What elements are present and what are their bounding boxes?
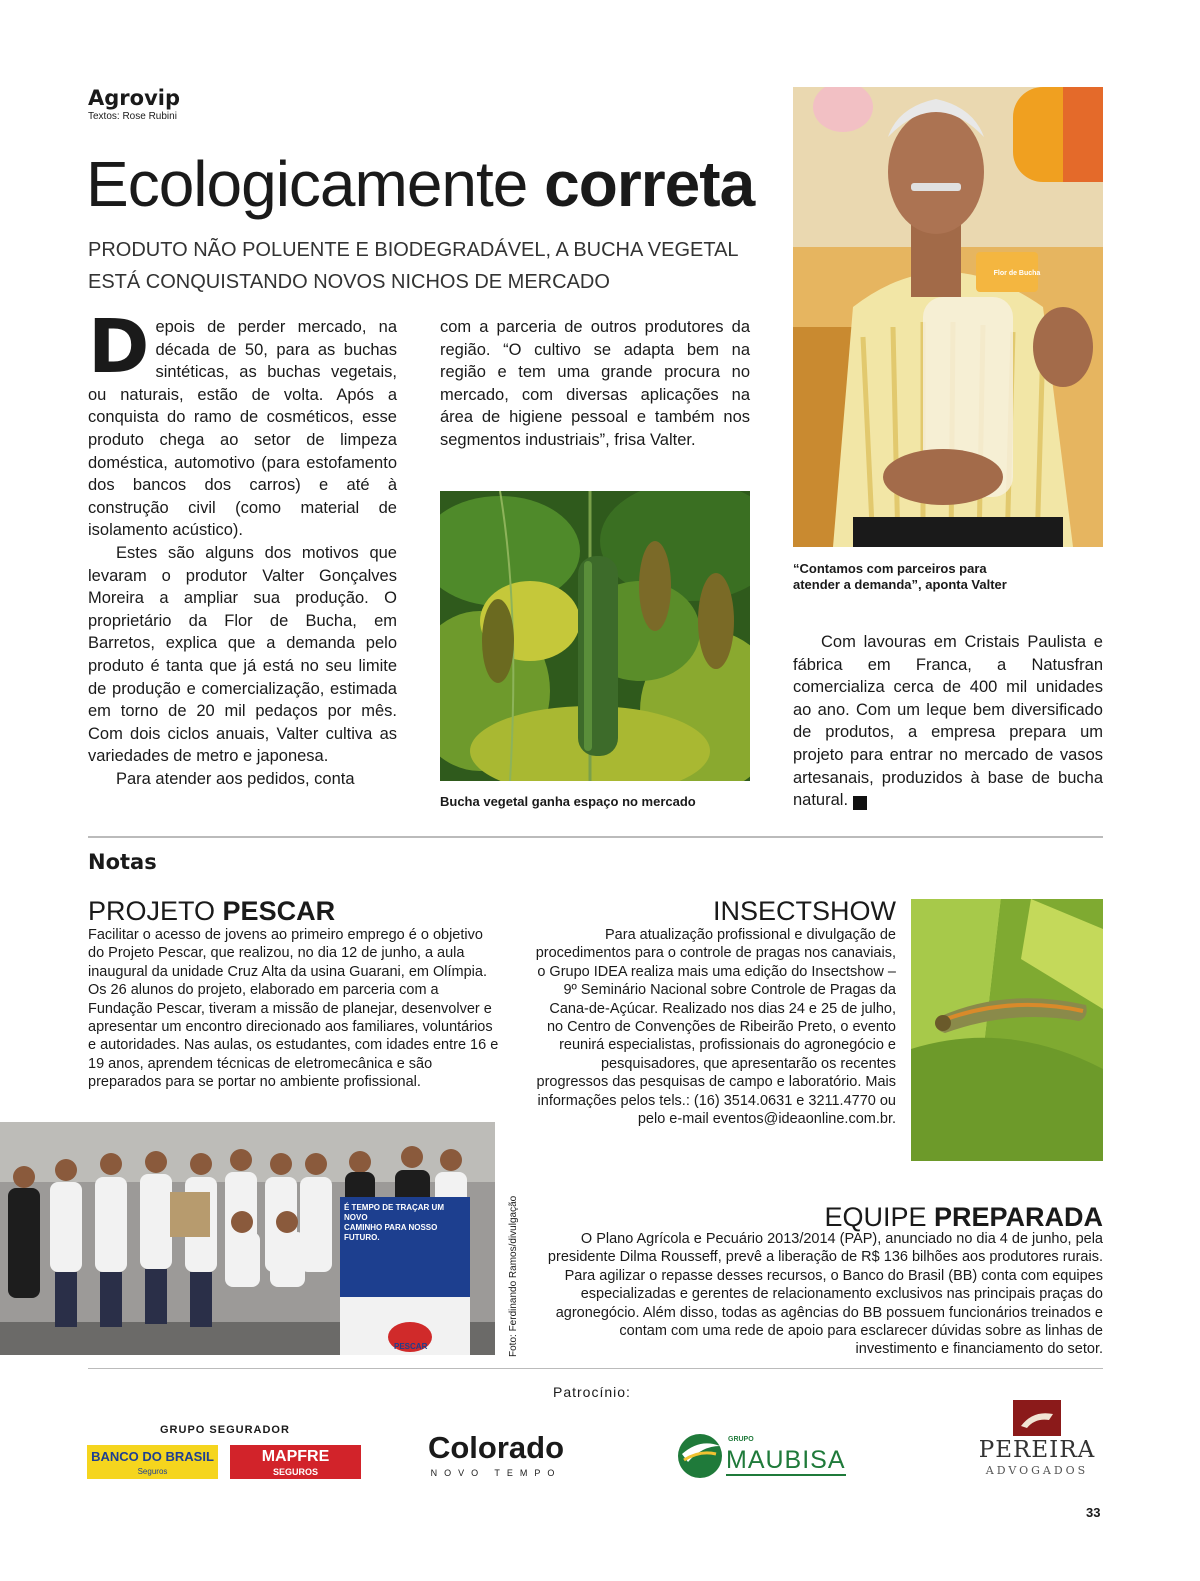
end-of-article-mark: r (853, 796, 867, 810)
portrait-caption (793, 561, 1103, 593)
photo-credit: Foto: Ferdinando Ramos/divulgação (508, 1195, 519, 1357)
pescar-banner-text (344, 1203, 468, 1243)
paragraph-natusfran (793, 631, 1103, 812)
bb-logo-sub: Seguros (137, 1467, 168, 1476)
drop-cap: D (88, 304, 150, 390)
page-number: 33 (1086, 1505, 1101, 1520)
pereira-advogados-logo (975, 1400, 1099, 1482)
paragraph-partnership: com a parceria de outros produtores da região. “O cultivo se adapta bem na região e tem uma grande procura no mercado, com diversas aplicações na área de higiene pessoal e também nos segmentos industriais”, frisa Valter. (440, 318, 750, 449)
producer-portrait-photo (793, 87, 1103, 547)
banner-line-1: É TEMPO DE TRAÇAR UM NOVO (344, 1203, 444, 1222)
pescar-title-light: PROJETO (88, 896, 216, 926)
insectshow-note (530, 926, 896, 1128)
deck-line-1: PRODUTO NÃO POLUENTE E BIODEGRADÁVEL, A BUCHA VEGETAL (88, 239, 739, 261)
sponsor-label: Patrocínio: (553, 1384, 631, 1400)
caterpillar-photo (911, 899, 1103, 1161)
mapfre-logo-name: MAPFRE (261, 1448, 330, 1465)
article-headline (86, 148, 786, 220)
sponsor-divider (88, 1368, 1103, 1369)
paragraph-intro-text: epois de perder mercado, na década de 50, para as buchas sintéticas, as buchas vegetais, ou naturais, estão de volta. Após a conquista do ramo de cosméticos, esse produto chega ao setor de limpeza doméstica, automotivo (para estofamento dos bancos dos carros) e até à construção civil (como material de isolamento acústico). (88, 318, 397, 540)
article-column-2 (440, 316, 750, 452)
maubisa-swoosh-icon (676, 1432, 724, 1480)
equipe-title-light: EQUIPE (824, 1202, 927, 1232)
equipe-title-bold: PREPARADA (933, 1202, 1103, 1232)
pereira-name: PEREIRA (978, 1437, 1096, 1463)
pescar-title (88, 896, 335, 926)
equipe-title (620, 1202, 1103, 1232)
section-name: Agrovip (88, 86, 180, 110)
equipe-note (536, 1230, 1103, 1359)
loofah-plant-photo (440, 491, 750, 781)
article-column-3 (793, 631, 1103, 812)
pereira-sub: ADVOGADOS (985, 1464, 1089, 1477)
paragraph-producer: Estes são alguns dos motivos que levaram o produtor Valter Gonçalves Moreira a ampliar sua produção. O proprietário da Flor de Bucha, em Barretos, explica que a demanda pelo produto é tanta que já está no seu limite de produção e comercialização, estimada em torno de 20 mil pedaços por mês. Com dois ciclos anuais, Valter cultiva as variedades de metro e japonesa. (88, 543, 397, 766)
maubisa-grupo: GRUPO (728, 1436, 754, 1443)
pereira-emblem-icon (1013, 1400, 1061, 1436)
banco-do-brasil-logo (87, 1445, 218, 1479)
colorado-logo (420, 1430, 572, 1480)
producer-portrait-image (793, 87, 1103, 547)
loofah-plant-image (440, 491, 750, 781)
pescar-text: Facilitar o acesso de jovens ao primeiro emprego é o objetivo do Projeto Pescar, que realizou, no dia 12 de junho, a aula inaugural da unidade Cruz Alta da usina Guarani, em Olímpia. Os 26 alunos do projeto, elaborado em parceria com a Fundação Pescar, tiveram a missão de planejar, desenvolver e apresentar um encontro direcionado aos familiares, voluntários e autoridades. Nas aulas, os estudantes, com idades entre 16 e 19 anos, aprendem técnicas de eletromecânica e são preparados para se portar no ambiente profissional. (88, 927, 499, 1091)
headline-bold: correta (544, 148, 755, 220)
portrait-caption-line-2: atender a demanda”, aponta Valter (793, 577, 1007, 592)
maubisa-name: MAUBISA (726, 1446, 846, 1474)
caterpillar-on-cane-image (911, 899, 1103, 1161)
portrait-caption-line-1: “Contamos com parceiros para (793, 561, 987, 576)
mapfre-logo (230, 1445, 361, 1479)
product-badge-label: Flor de Bucha (993, 270, 1041, 277)
banner-line-2: CAMINHO PARA NOSSO FUTURO. (344, 1223, 438, 1242)
equipe-text: O Plano Agrícola e Pecuário 2013/2014 (PAP), anunciado no dia 4 de junho, pela presidente Dilma Rousseff, prevê a liberação de R$ 136 bilhões aos produtores rurais. Para agilizar o repasse desses recursos, o Banco do Brasil (BB) conta com equipes especializadas e gerentes de relacionamento exclusivos nas principais praças do agronegócio. Além disso, todas as agências do BB possuem funcionários treinados e contam com uma rede de apoio para esclarecer dúvidas sobre as linhas de investimento e financiamento do setor. (547, 1231, 1103, 1358)
maubisa-logo (676, 1432, 856, 1480)
notes-heading: Notas (88, 850, 157, 874)
colorado-logo-name: Colorado (427, 1430, 565, 1465)
colorado-logo-sub: NOVO TEMPO (430, 1468, 562, 1478)
grupo-segurador-label: GRUPO SEGURADOR (160, 1424, 290, 1436)
bb-logo-name: BANCO DO BRASIL (91, 1449, 214, 1464)
section-divider (88, 836, 1103, 838)
mapfre-logo-sub: SEGUROS (272, 1467, 318, 1477)
headline-light: Ecologicamente (86, 148, 528, 220)
insectshow-title: INSECTSHOW (712, 896, 896, 926)
plant-photo-caption: Bucha vegetal ganha espaço no mercado (440, 794, 696, 809)
article-deck (88, 234, 768, 298)
author-credit: Textos: Rose Rubini (88, 111, 177, 122)
paragraph-intro (88, 304, 397, 542)
deck-line-2: ESTÁ CONQUISTANDO NOVOS NICHOS DE MERCADO (88, 271, 610, 293)
article-column-1 (88, 304, 397, 790)
pescar-title-bold: PESCAR (222, 896, 336, 926)
insectshow-text: Para atualização profissional e divulgação de procedimentos para o controle de pragas nos canaviais, o Grupo IDEA realiza mais uma edição do Insectshow – 9º Seminário Nacional sobre Controle de Pragas da Cana-de-Açúcar. Realizado nos dias 24 e 25 de julho, no Centro de Convenções de Ribeirão Preto, o evento reunirá especialistas, profissionais do agronegócio e pesquisadores, que apresentarão os recentes progressos das pesquisas de campo e laboratório. Mais informações pelos tels.: (16) 3514.0631 e 3211.4770 ou pelo e-mail eventos@ideaonline.com.br. (535, 927, 896, 1128)
paragraph-orders: Para atender aos pedidos, conta (116, 769, 355, 788)
paragraph-natusfran-text: Com lavouras em Cristais Paulista e fábrica em Franca, a Natusfran comercializa cerca de 400 mil unidades ao ano. Com um leque bem diversificado de produtos, a empresa prepara um projeto para entrar no mercado de vasos artesanais, produzidos à base de bucha natural. (793, 633, 1103, 810)
pescar-banner-logo: PESCAR (394, 1342, 428, 1351)
pescar-note (88, 926, 500, 1092)
